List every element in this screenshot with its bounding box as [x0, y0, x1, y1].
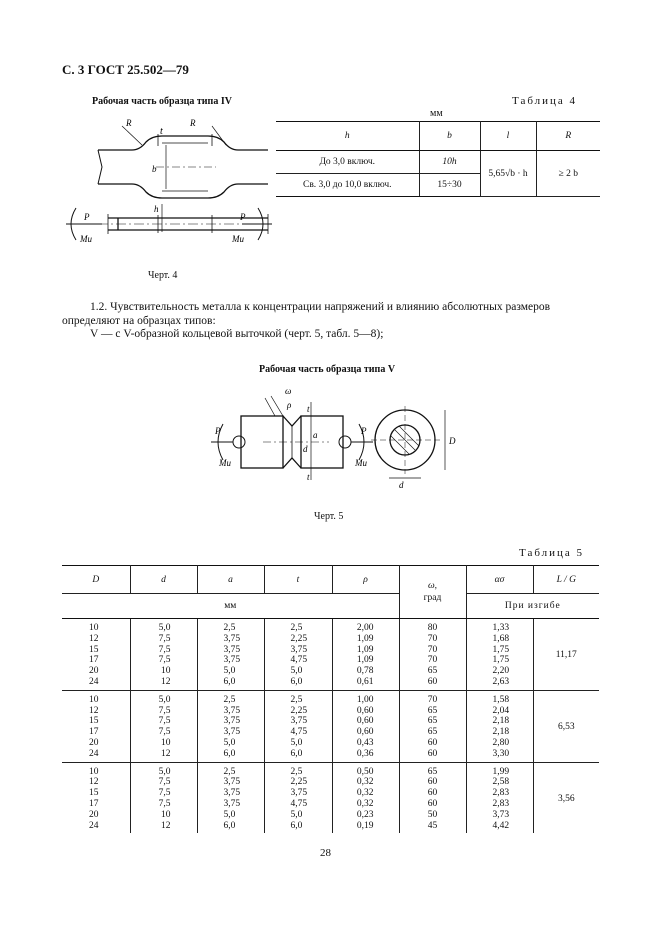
- table5-lg-value: 6,53: [533, 690, 599, 762]
- table5-cell: 1,99: [492, 766, 510, 777]
- page-number: 28: [320, 847, 331, 859]
- table5-cell: 70: [427, 655, 438, 666]
- table5-header-omega: ω,: [427, 581, 438, 591]
- table5-cell: 3,75: [290, 788, 308, 799]
- table5-cell: 0,43: [356, 737, 374, 748]
- table5-cell: 20: [89, 809, 99, 820]
- table5-header-D: D: [62, 566, 130, 594]
- table5-cell: 5,0: [223, 666, 236, 677]
- table5-cell: 0,32: [356, 788, 374, 799]
- paragraph-line1: 1.2. Чувствительность металла к концентрации напряжений и влиянию абсолютных размеров: [90, 301, 551, 313]
- table5-cell: 70: [427, 644, 438, 655]
- table5-cell: 10: [89, 623, 99, 633]
- table5-header-d: d: [130, 566, 197, 594]
- paragraph-line3: V — с V-образной кольцевой выточкой (черт. 5, табл. 5—8);: [90, 328, 384, 340]
- table5-col-D: [62, 690, 130, 762]
- table5-cell: 2,20: [492, 666, 510, 677]
- table5: [62, 565, 599, 833]
- fig4-label-b: b: [152, 164, 157, 174]
- fig5-label-m2: Mи: [355, 458, 367, 468]
- fig4-label-p2: P: [240, 212, 246, 222]
- table5-col-a: [197, 690, 264, 762]
- table5-col-omega: [399, 690, 466, 762]
- table5-cell: 2,58: [492, 777, 510, 788]
- table5-cell: 7,5: [158, 788, 171, 799]
- fig4-label-r2: R: [190, 118, 196, 128]
- fig4-title: Рабочая часть образца типа IV: [92, 96, 232, 107]
- table5-cell: 1,75: [492, 655, 510, 666]
- table5-cell: 0,32: [356, 777, 374, 788]
- table5-col-sigma: [466, 690, 533, 762]
- table5-col-t: [264, 690, 332, 762]
- table5-cell: 24: [89, 676, 99, 687]
- table5-cell: 7,5: [158, 655, 171, 666]
- table5-cell: 0,19: [356, 820, 374, 831]
- fig5-label-omega: ω: [285, 386, 292, 396]
- table5-cell: 0,60: [356, 727, 374, 738]
- fig4-caption: Черт. 4: [148, 270, 178, 281]
- table5-cell: 1,68: [492, 633, 510, 644]
- table5-cell: 3,75: [223, 727, 241, 738]
- table5-cell: 10: [89, 766, 99, 777]
- table4-row2-b: 15÷30: [419, 174, 480, 197]
- table5-col-sigma: [466, 762, 533, 833]
- table5-header-sigma: ασ: [466, 566, 533, 594]
- table5-header-omega-unit: град: [423, 593, 442, 603]
- table4-header-r: R: [536, 122, 600, 151]
- fig5-label-p2: P: [361, 426, 367, 436]
- table5-cell: 24: [89, 748, 99, 759]
- table5-cell: 70: [427, 694, 438, 705]
- table5-col-t: [264, 762, 332, 833]
- table5-cell: 7,5: [158, 644, 171, 655]
- table5-col-D: [62, 762, 130, 833]
- fig5-label-p1: P: [215, 426, 221, 436]
- table5-caption: Таблица 5: [519, 547, 585, 559]
- table5-cell: 65: [427, 766, 438, 777]
- table5-cell: 1,09: [356, 633, 374, 644]
- table5-group: [62, 619, 599, 691]
- table5-cell: 17: [89, 727, 99, 738]
- table5-cell: 5,0: [158, 694, 171, 705]
- table5-col-rho: [332, 762, 399, 833]
- table4-caption: Таблица 4: [512, 95, 578, 107]
- fig5-caption: Черт. 5: [314, 511, 344, 522]
- table5-header-a: a: [197, 566, 264, 594]
- table5-cell: 3,75: [223, 716, 241, 727]
- table5-cell: 65: [427, 727, 438, 738]
- table5-cell: 1,75: [492, 644, 510, 655]
- table5-cell: 2,25: [290, 633, 308, 644]
- table5-cell: 0,50: [356, 766, 374, 777]
- table5-cell: 1,33: [492, 623, 510, 633]
- table5-col-d: [130, 690, 197, 762]
- table5-cell: 2,25: [290, 777, 308, 788]
- table4-header-h: h: [276, 122, 419, 151]
- table5-col-t: [264, 619, 332, 691]
- table5-cell: 5,0: [158, 766, 171, 777]
- table5-cell: 2,5: [290, 766, 303, 777]
- fig4-label-m1: Mи: [80, 234, 92, 244]
- table5-header-rho: ρ: [332, 566, 399, 594]
- fig5-label-d: d: [303, 444, 308, 454]
- table5-cell: 0,61: [356, 676, 374, 687]
- table5-cell: 3,75: [223, 705, 241, 716]
- table5-cell: 60: [427, 788, 438, 799]
- fig4-label-m2: Mи: [232, 234, 244, 244]
- table5-cell: 6,0: [223, 748, 236, 759]
- table5-cell: 2,04: [492, 705, 510, 716]
- table5-cell: 6,0: [290, 820, 303, 831]
- table5-cell: 10: [161, 737, 171, 748]
- table5-cell: 65: [427, 705, 438, 716]
- fig5-label-t1: t: [307, 404, 310, 414]
- table5-cell: 2,83: [492, 798, 510, 809]
- table5-col-d: [130, 619, 197, 691]
- table5-cell: 60: [427, 737, 438, 748]
- table5-cell: 5,0: [223, 737, 236, 748]
- table5-cell: 1,00: [356, 694, 374, 705]
- table5-col-D: [62, 619, 130, 691]
- table5-cell: 12: [161, 676, 171, 687]
- table5-cell: 7,5: [158, 633, 171, 644]
- fig5-label-m1: Mи: [219, 458, 231, 468]
- table5-cell: 5,0: [290, 737, 303, 748]
- table5-cell: 2,5: [223, 623, 236, 633]
- table5-cell: 6,0: [290, 676, 303, 687]
- table5-cell: 60: [427, 777, 438, 788]
- table5-cell: 45: [427, 820, 438, 831]
- table5-cell: 3,75: [290, 644, 308, 655]
- table5-cell: 6,0: [290, 748, 303, 759]
- table5-cell: 2,18: [492, 727, 510, 738]
- table5-cell: 2,80: [492, 737, 510, 748]
- table5-cell: 7,5: [158, 716, 171, 727]
- table5-cell: 1,09: [356, 644, 374, 655]
- table5-cell: 20: [89, 737, 99, 748]
- table5-cell: 0,78: [356, 666, 374, 677]
- table5-cell: 0,36: [356, 748, 374, 759]
- table5-cell: 3,75: [223, 655, 241, 666]
- table5-cell: 1,09: [356, 655, 374, 666]
- table5-cell: 12: [161, 820, 171, 831]
- fig5-label-rho: ρ: [287, 400, 292, 410]
- table5-cell: 3,75: [223, 798, 241, 809]
- table4-header-b: b: [419, 122, 480, 151]
- table5-col-d: [130, 762, 197, 833]
- table5-cell: 3,75: [223, 633, 241, 644]
- fig4-label-p1: P: [84, 212, 90, 222]
- table5-cell: 5,0: [290, 809, 303, 820]
- table5-cell: 50: [427, 809, 438, 820]
- table4-row2-h: Св. 3,0 до 10,0 включ.: [276, 174, 419, 197]
- table4-r-value: ≥ 2 b: [536, 151, 600, 197]
- fig5-label-dd: D: [449, 436, 456, 446]
- table5-cell: 3,75: [223, 644, 241, 655]
- table5-cell: 4,42: [492, 820, 510, 831]
- table5-cell: 5,0: [223, 809, 236, 820]
- table5-cell: 0,60: [356, 716, 374, 727]
- fig4-label-r1: R: [126, 118, 132, 128]
- table5-cell: 6,0: [223, 676, 236, 687]
- table5-cell: 5,0: [158, 623, 171, 633]
- table5-col-a: [197, 762, 264, 833]
- table5-cell: 12: [89, 777, 99, 788]
- table5-cell: 24: [89, 820, 99, 831]
- table5-cell: 60: [427, 676, 438, 687]
- table5-cell: 60: [427, 798, 438, 809]
- table4-unit: мм: [430, 108, 443, 119]
- table5-cell: 0,32: [356, 798, 374, 809]
- table5-cell: 12: [161, 748, 171, 759]
- table5-cell: 2,00: [356, 623, 374, 633]
- table4-row1-b: 10h: [419, 151, 480, 174]
- table5-cell: 12: [89, 633, 99, 644]
- table5-cell: 2,5: [223, 694, 236, 705]
- table5-cell: 12: [89, 705, 99, 716]
- table5-cell: 65: [427, 716, 438, 727]
- table5-cell: 3,75: [223, 788, 241, 799]
- paragraph-line2: определяют на образцах типов:: [62, 315, 216, 327]
- table5-cell: 2,18: [492, 716, 510, 727]
- table5-cell: 4,75: [290, 655, 308, 666]
- fig5-title: Рабочая часть образца типа V: [259, 364, 396, 375]
- fig5-drawing: [205, 380, 475, 492]
- table5-lg-value: 3,56: [533, 762, 599, 833]
- table5-cell: 2,5: [290, 694, 303, 705]
- table5-cell: 3,75: [223, 777, 241, 788]
- page-header: С. 3 ГОСТ 25.502—79: [62, 62, 189, 77]
- table5-cell: 7,5: [158, 777, 171, 788]
- table5-cell: 7,5: [158, 727, 171, 738]
- table5-cell: 7,5: [158, 798, 171, 809]
- table5-cell: 65: [427, 666, 438, 677]
- table4-l-value: 5,65√b · h: [480, 151, 536, 197]
- table5-cell: 17: [89, 798, 99, 809]
- table5-unit-row: мм: [62, 594, 399, 619]
- table5-header-t: t: [264, 566, 332, 594]
- table4-row1-h: До 3,0 включ.: [276, 151, 419, 174]
- table5-cell: 2,83: [492, 788, 510, 799]
- fig4-drawing: [62, 112, 272, 257]
- table4-header-l: l: [480, 122, 536, 151]
- table5-cell: 0,23: [356, 809, 374, 820]
- table5-cell: 10: [161, 809, 171, 820]
- fig5-label-t2: t: [307, 472, 310, 482]
- fig5-label-d2: d: [399, 480, 404, 490]
- fig4-label-h: h: [154, 204, 159, 214]
- table5-cell: 2,25: [290, 705, 308, 716]
- table5-cell: 20: [89, 666, 99, 677]
- table5-col-a: [197, 619, 264, 691]
- table5-col-omega: [399, 762, 466, 833]
- table5-lg-value: 11,17: [533, 619, 599, 691]
- table5-cell: 10: [161, 666, 171, 677]
- table5-cell: 3,30: [492, 748, 510, 759]
- table5-cell: 6,0: [223, 820, 236, 831]
- table5-header-lg: L / G: [533, 566, 599, 594]
- fig5-label-a: a: [313, 430, 318, 440]
- table5-cell: 15: [89, 788, 99, 799]
- table5-col-rho: [332, 619, 399, 691]
- table5-cell: 4,75: [290, 798, 308, 809]
- table5-col-rho: [332, 690, 399, 762]
- table5-cell: 0,60: [356, 705, 374, 716]
- table5-cell: 15: [89, 644, 99, 655]
- table5-cell: 10: [89, 694, 99, 705]
- table5-col-sigma: [466, 619, 533, 691]
- table5-cell: 3,73: [492, 809, 510, 820]
- table5-cell: 5,0: [290, 666, 303, 677]
- table4: [276, 121, 600, 197]
- table5-cell: 17: [89, 655, 99, 666]
- table5-cell: 15: [89, 716, 99, 727]
- table5-group: [62, 762, 599, 833]
- table5-cell: 80: [427, 623, 438, 633]
- table5-cell: 3,75: [290, 716, 308, 727]
- table5-cell: 70: [427, 633, 438, 644]
- table5-cell: 7,5: [158, 705, 171, 716]
- table5-cell: 4,75: [290, 727, 308, 738]
- table5-bend-label: При изгибе: [466, 594, 599, 619]
- table5-cell: 2,5: [223, 766, 236, 777]
- table5-cell: 60: [427, 748, 438, 759]
- table5-col-omega: [399, 619, 466, 691]
- table5-cell: 1,58: [492, 694, 510, 705]
- fig4-label-t: t: [160, 126, 163, 137]
- table5-group: [62, 690, 599, 762]
- table5-cell: 2,5: [290, 623, 303, 633]
- table5-cell: 2,63: [492, 676, 510, 687]
